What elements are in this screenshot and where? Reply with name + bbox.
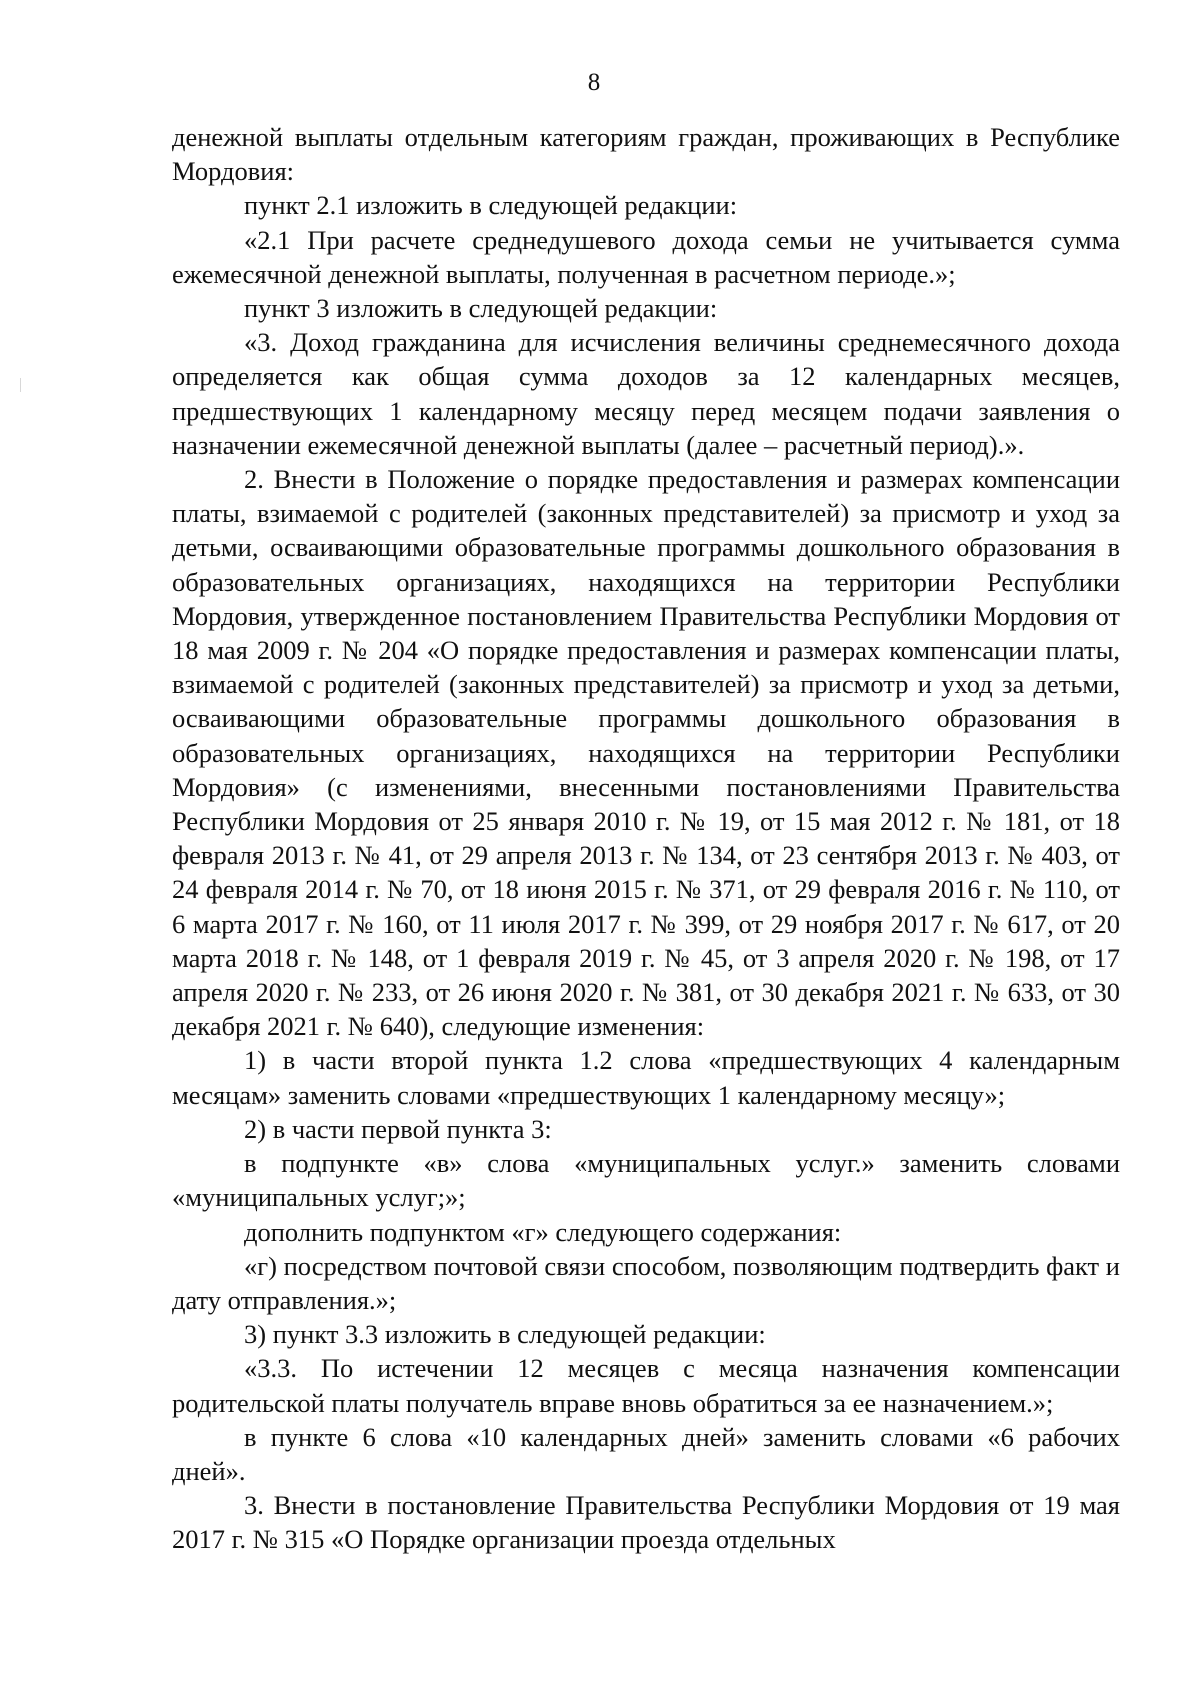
paragraph-subitem-g-text: «г) посредством почтовой связи способом, позволяющим подтвердить факт и дату отправления.»; — [172, 1250, 1120, 1315]
paragraph-section-3: 3. Внести в постановление Правительства Республики Мордовия от 19 мая 2017 г. № 315 «О Порядке организации проезда отдельных — [172, 1490, 1120, 1555]
paragraph-change-2: 2) в части первой пункта 3: — [244, 1113, 552, 1144]
document-body — [172, 120, 1120, 1557]
paragraph-add-subitem-g: дополнить подпунктом «г» следующего содержания: — [244, 1216, 842, 1247]
paragraph-continuation: денежной выплаты отдельным категориям граждан, проживающих в Республике Мордовия: — [172, 122, 1120, 187]
scan-margin-mark — [20, 378, 21, 392]
paragraph-item-2-1-heading: пункт 2.1 изложить в следующей редакции: — [244, 190, 738, 221]
paragraph-subitem-v: в подпункте «в» слова «муниципальных услуг.» заменить словами «муниципальных услуг;»; — [172, 1148, 1120, 1213]
paragraph-change-3: 3) пункт 3.3 изложить в следующей редакции: — [244, 1319, 766, 1350]
paragraph-section-2: 2. Внести в Положение о порядке предоставления и размерах компенсации платы, взимаемой с родителей (законных представителей) за присмотр и уход за детьми, осваивающими образовательные программы дошкольного образования в образовательных организациях, находящихся на территории Республики Мордовия, утвержденное постановлением Правительства Республики Мордовия от 18 мая 2009 г. № 204 «О порядке предоставления и размерах компенсации платы, взимаемой с родителей (законных представителей) за присмотр и уход за детьми, осваивающими образовательные программы дошкольного образования в образовательных организациях, находящихся на территории Республики Мордовия» (с изменениями, внесенными постановлениями Правительства Республики Мордовия от 25 января 2010 г. № 19, от 15 мая 2012 г. № 181, от 18 февраля 2013 г. № 41, от 29 апреля 2013 г. № 134, от 23 сентября 2013 г. № 403, от 24 февраля 2014 г. № 70, от 18 июня 2015 г. № 371, от 29 февраля 2016 г. № 110, от 6 марта 2017 г. № 160, от 11 июля 2017 г. № 399, от 29 ноября 2017 г. № 617, от 20 марта 2018 г. № 148, от 1 февраля 2019 г. № 45, от 3 апреля 2020 г. № 198, от 17 апреля 2020 г. № 233, от 26 июня 2020 г. № 381, от 30 декабря 2021 г. № 633, от 30 декабря 2021 г. № 640), следующие изменения: — [172, 464, 1120, 1042]
paragraph-change-1: 1) в части второй пункта 1.2 слова «предшествующих 4 календарным месяцам» заменить словами «предшествующих 1 календарному месяцу»; — [172, 1045, 1120, 1110]
page-number: 8 — [587, 69, 601, 96]
paragraph-item-3-heading: пункт 3 изложить в следующей редакции: — [244, 293, 718, 324]
paragraph-item-6-change: в пункте 6 слова «10 календарных дней» заменить словами «6 рабочих дней». — [172, 1421, 1120, 1486]
paragraph-item-3-3-text: «3.3. По истечении 12 месяцев с месяца назначения компенсации родительской платы получатель вправе вновь обратиться за ее назначением.»; — [172, 1353, 1120, 1418]
paragraph-item-3-text: «3. Доход гражданина для исчисления величины среднемесячного дохода определяется как общая сумма доходов за 12 календарных месяцев, предшествующих 1 календарному месяцу перед месяцем подачи заявления о назначении ежемесячной денежной выплаты (далее – расчетный период).». — [172, 327, 1120, 460]
paragraph-item-2-1-text: «2.1 При расчете среднедушевого дохода семьи не учитывается сумма ежемесячной денежной выплаты, полученная в расчетном периоде.»; — [172, 224, 1120, 289]
